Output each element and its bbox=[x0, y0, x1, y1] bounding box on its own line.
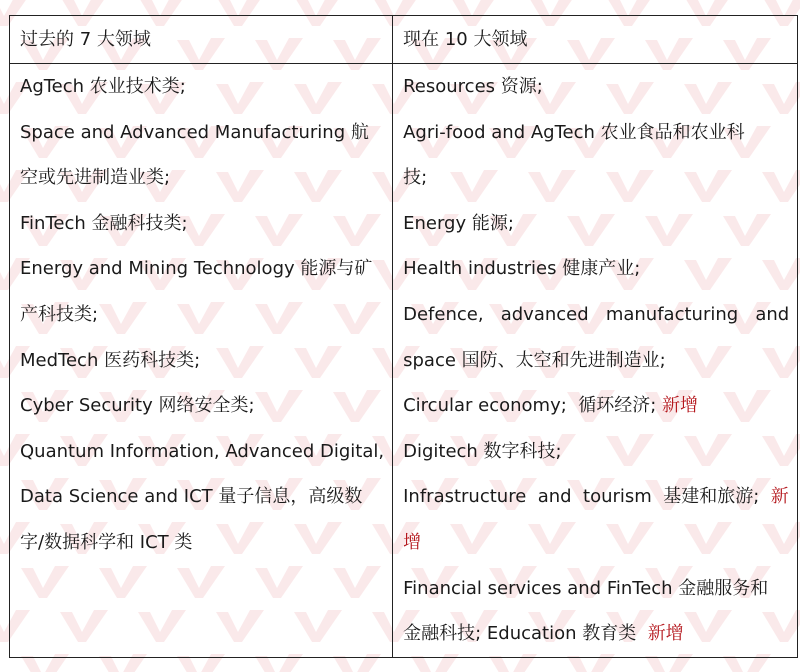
list-item: Space and Advanced Manufacturing 航 bbox=[20, 121, 369, 143]
header-current-fields: 现在 10 大领域 bbox=[393, 16, 798, 64]
list-item bbox=[403, 474, 789, 520]
list-item: Cyber Security 网络安全类; bbox=[20, 395, 255, 417]
table-body-row bbox=[10, 64, 798, 658]
new-tag: 新 bbox=[770, 486, 789, 508]
table-header-row bbox=[10, 16, 798, 64]
list-item bbox=[403, 383, 789, 429]
new-tag: 新增 bbox=[647, 623, 684, 645]
list-item: Energy 能源; bbox=[403, 212, 514, 234]
new-tag: 增 bbox=[403, 531, 422, 553]
list-item: Data Science and ICT 量子信息，高级数 bbox=[20, 486, 363, 508]
list-item: Financial services and FinTech 金融服务和 bbox=[403, 577, 769, 599]
header-past-fields: 过去的 7 大领域 bbox=[10, 16, 393, 64]
item-text: Infrastructure and tourism 基建和旅游; bbox=[403, 486, 771, 508]
list-item: AgTech 农业技术类; bbox=[20, 76, 186, 97]
list-item: 字/数据科学和 ICT 类 bbox=[20, 531, 193, 553]
fields-comparison-table bbox=[9, 15, 798, 658]
list-item: 技; bbox=[403, 167, 428, 189]
new-tag: 新增 bbox=[662, 395, 699, 417]
list-item: Defence, advanced manufacturing and bbox=[403, 303, 790, 325]
list-item: Digitech 数字科技; bbox=[403, 440, 562, 462]
item-text: Circular economy; 循环经济; bbox=[403, 395, 663, 417]
past-fields-cell bbox=[10, 64, 393, 658]
list-item: Health industries 健康产业; bbox=[403, 258, 641, 280]
list-item bbox=[403, 611, 789, 657]
current-fields-cell bbox=[393, 64, 798, 658]
list-item: 空或先进制造业类; bbox=[20, 167, 171, 189]
list-item: Agri-food and AgTech 农业食品和农业科 bbox=[403, 121, 745, 143]
item-text: 金融科技; Education 教育类 bbox=[403, 623, 648, 645]
list-item: Quantum Information, Advanced Digital, bbox=[20, 440, 385, 462]
list-item: 产科技类; bbox=[20, 303, 99, 325]
list-item: Resources 资源; bbox=[403, 76, 543, 97]
list-item: Energy and Mining Technology 能源与矿 bbox=[20, 258, 373, 280]
list-item: FinTech 金融科技类; bbox=[20, 212, 188, 234]
list-item bbox=[403, 520, 789, 566]
list-item: space 国防、太空和先进制造业; bbox=[403, 349, 666, 371]
list-item: MedTech 医药科技类; bbox=[20, 349, 201, 371]
